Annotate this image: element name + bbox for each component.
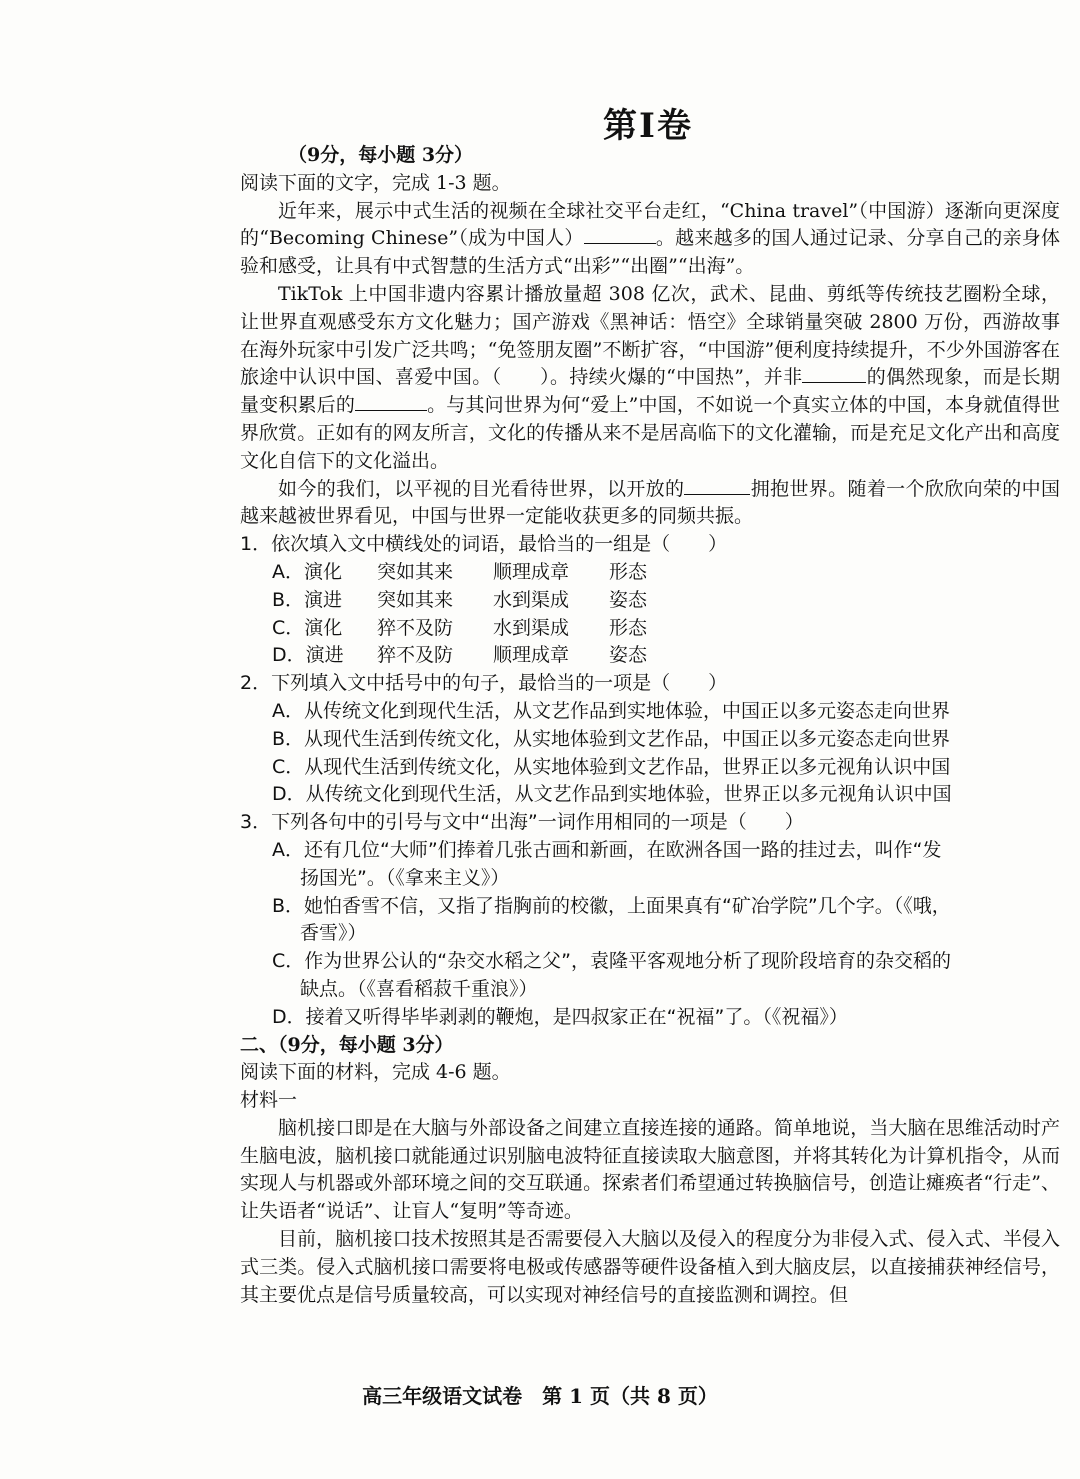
option-cell: A．演化 bbox=[272, 560, 342, 583]
question-1-option-a[interactable] bbox=[240, 559, 1060, 587]
question-2-option-a[interactable]: A．从传统文化到现代生活，从文艺作品到实地体验，中国正以多元姿态走向世界 bbox=[272, 699, 950, 722]
section-1-instruction: 阅读下面的文字，完成 1-3 题。 bbox=[240, 171, 511, 194]
section-2-instruction: 阅读下面的材料，完成 4-6 题。 bbox=[240, 1061, 511, 1084]
section-1-heading: （9分，每小题 3分） bbox=[288, 144, 474, 166]
option-continuation: 缺点。（《喜看稻菽千重浪》） bbox=[300, 977, 538, 1000]
passage-2-text-c: 。与其问世界为何“爱上”中国，不如说一个真实立体的中国，本身就值得世界欣赏。正如有的网友所言，文化的传播从来不是居高临下的文化灌输，而是充足文化产出和高度文化自信下的文化溢出。 bbox=[240, 394, 1060, 472]
exam-content bbox=[240, 142, 1060, 1309]
option-cell: 姿态 bbox=[609, 588, 648, 611]
passage-2-text-a: TikTok 上中国非遗内容累计播放量超 308 亿次，武术、昆曲、剪纸等传统技艺圈粉全球，让世界直观感受东方文化魅力；国产游戏《黑神话：悟空》全球销量突破 2800 万份，西游故事在海外玩家中引发广泛共鸣；“免签朋友圈”不断扩容，“中国游”便利度持续提升，不少外国游客在旅途中认识中国、喜爱中国。（ ）。持续火爆的“中国热”，并非 bbox=[240, 282, 1060, 389]
option-cell: 姿态 bbox=[609, 644, 648, 667]
option-cell: 突如其来 bbox=[377, 588, 454, 611]
option-cell: 形态 bbox=[609, 560, 648, 583]
option-cell: 猝不及防 bbox=[377, 644, 454, 667]
fill-blank-1 bbox=[584, 225, 656, 244]
material-paragraph-2: 目前，脑机接口技术按照其是否需要侵入大脑以及侵入的程度分为非侵入式、侵入式、半侵入式三类。侵入式脑机接口需要将电极或传感器等硬件设备植入到大脑皮层，以直接捕获神经信号，其主要优点是信号质量较高，可以实现对神经信号的直接监测和调控。但 bbox=[240, 1228, 1060, 1306]
passage-paragraph-2 bbox=[240, 281, 1060, 476]
option-cell: 水到渠成 bbox=[493, 588, 570, 611]
question-3-stem: 3．下列各句中的引号与文中“出海”一词作用相同的一项是（ ） bbox=[240, 811, 804, 834]
passage-3-text-b: 拥抱世界。随着一个欣欣向荣的中国越来越被世界看见，中国与世界一定能收获更多的同频共振。 bbox=[240, 477, 1060, 528]
passage-1-text-b: 。越来越多的国人通过记录、分享自己的亲身体验和感受，让具有中式智慧的生活方式“出彩”“出圈”“出海”。 bbox=[240, 227, 1060, 278]
material-paragraph-1: 脑机接口即是在大脑与外部设备之间建立直接连接的通路。简单地说，当大脑在思维活动时产生脑电波，脑机接口就能通过识别脑电波特征直接读取大脑意图，并将其转化为计算机指令，从而实现人与机器或外部环境之间的交互联通。探索者们希望通过转换脑信号，创造让瘫痪者“行走”、让失语者“说话”、让盲人“复明”等奇迹。 bbox=[240, 1116, 1060, 1223]
fill-blank-2 bbox=[802, 364, 866, 383]
passage-2-text-b: 的偶然现象，而是长期量变积累后的 bbox=[240, 366, 1060, 417]
question-3-option-c[interactable] bbox=[240, 948, 1060, 1004]
question-3-option-d[interactable] bbox=[240, 1004, 1060, 1032]
passage-1-text-a: 近年来，展示中式生活的视频在全球社交平台走红，“China travel”（中国游）逐渐向更深度的“Becoming Chinese”（成为中国人） bbox=[240, 199, 1060, 250]
question-2-option-b[interactable]: B．从现代生活到传统文化，从实地体验到文艺作品，中国正以多元姿态走向世界 bbox=[272, 727, 951, 750]
option-cell: 突如其来 bbox=[377, 560, 454, 583]
page-footer: 高三年级语文试卷 第 1 页（共 8 页） bbox=[362, 1384, 718, 1408]
question-3-option-a[interactable] bbox=[240, 837, 1060, 893]
option-cell: 形态 bbox=[609, 616, 648, 639]
question-1-option-b[interactable] bbox=[240, 587, 1060, 615]
option-cell: D．演进 bbox=[272, 644, 344, 667]
option-cell: 顺理成章 bbox=[493, 644, 570, 667]
option-cell: 顺理成章 bbox=[493, 560, 570, 583]
passage-3-text-a: 如今的我们，以平视的目光看待世界，以开放的 bbox=[278, 477, 685, 500]
question-1-option-c[interactable] bbox=[240, 615, 1060, 643]
question-2-option-c[interactable]: C．从现代生活到传统文化，从实地体验到文艺作品，世界正以多元视角认识中国 bbox=[272, 755, 951, 778]
option-cell: 猝不及防 bbox=[377, 616, 454, 639]
question-1-option-d[interactable] bbox=[240, 642, 1060, 670]
fill-blank-3 bbox=[355, 392, 427, 411]
option-cell: C．演化 bbox=[272, 616, 343, 639]
question-3-option-b[interactable] bbox=[240, 893, 1060, 949]
option-line: C．作为世界公认的“杂交水稻之父”，袁隆平客观地分析了现阶段培育的杂交稻的 bbox=[272, 950, 951, 973]
option-cell: 水到渠成 bbox=[493, 616, 570, 639]
volume-title: 第Ⅰ卷 bbox=[603, 106, 693, 146]
option-continuation: 扬国光”。（《拿来主义》） bbox=[300, 866, 510, 889]
material-label: 材料一 bbox=[240, 1089, 298, 1112]
option-line: B．她怕香雪不信，又指了指胸前的校徽，上面果真有“矿冶学院”几个字。（《哦， bbox=[272, 894, 951, 917]
passage-paragraph-1 bbox=[240, 198, 1060, 281]
question-2-option-d[interactable]: D．从传统文化到现代生活，从文艺作品到实地体验，世界正以多元视角认识中国 bbox=[272, 783, 952, 806]
option-line: D．接着又听得毕毕剥剥的鞭炮，是四叔家正在“祝福”了。（《祝福》） bbox=[272, 1005, 848, 1028]
question-2-stem: 2．下列填入文中括号中的句子，最恰当的一项是（ ） bbox=[240, 672, 728, 695]
fill-blank-4 bbox=[684, 476, 750, 495]
option-line: A．还有几位“大师”们捧着几张古画和新画，在欧洲各国一路的挂过去，叫作“发 bbox=[272, 838, 942, 861]
option-cell: B．演进 bbox=[272, 588, 343, 611]
passage-paragraph-3 bbox=[240, 476, 1060, 532]
option-continuation: 香雪》） bbox=[300, 922, 367, 945]
question-1-stem: 1．依次填入文中横线处的词语，最恰当的一组是（ ） bbox=[240, 533, 728, 556]
section-2-heading: 二、（9分，每小题 3分） bbox=[240, 1033, 454, 1056]
